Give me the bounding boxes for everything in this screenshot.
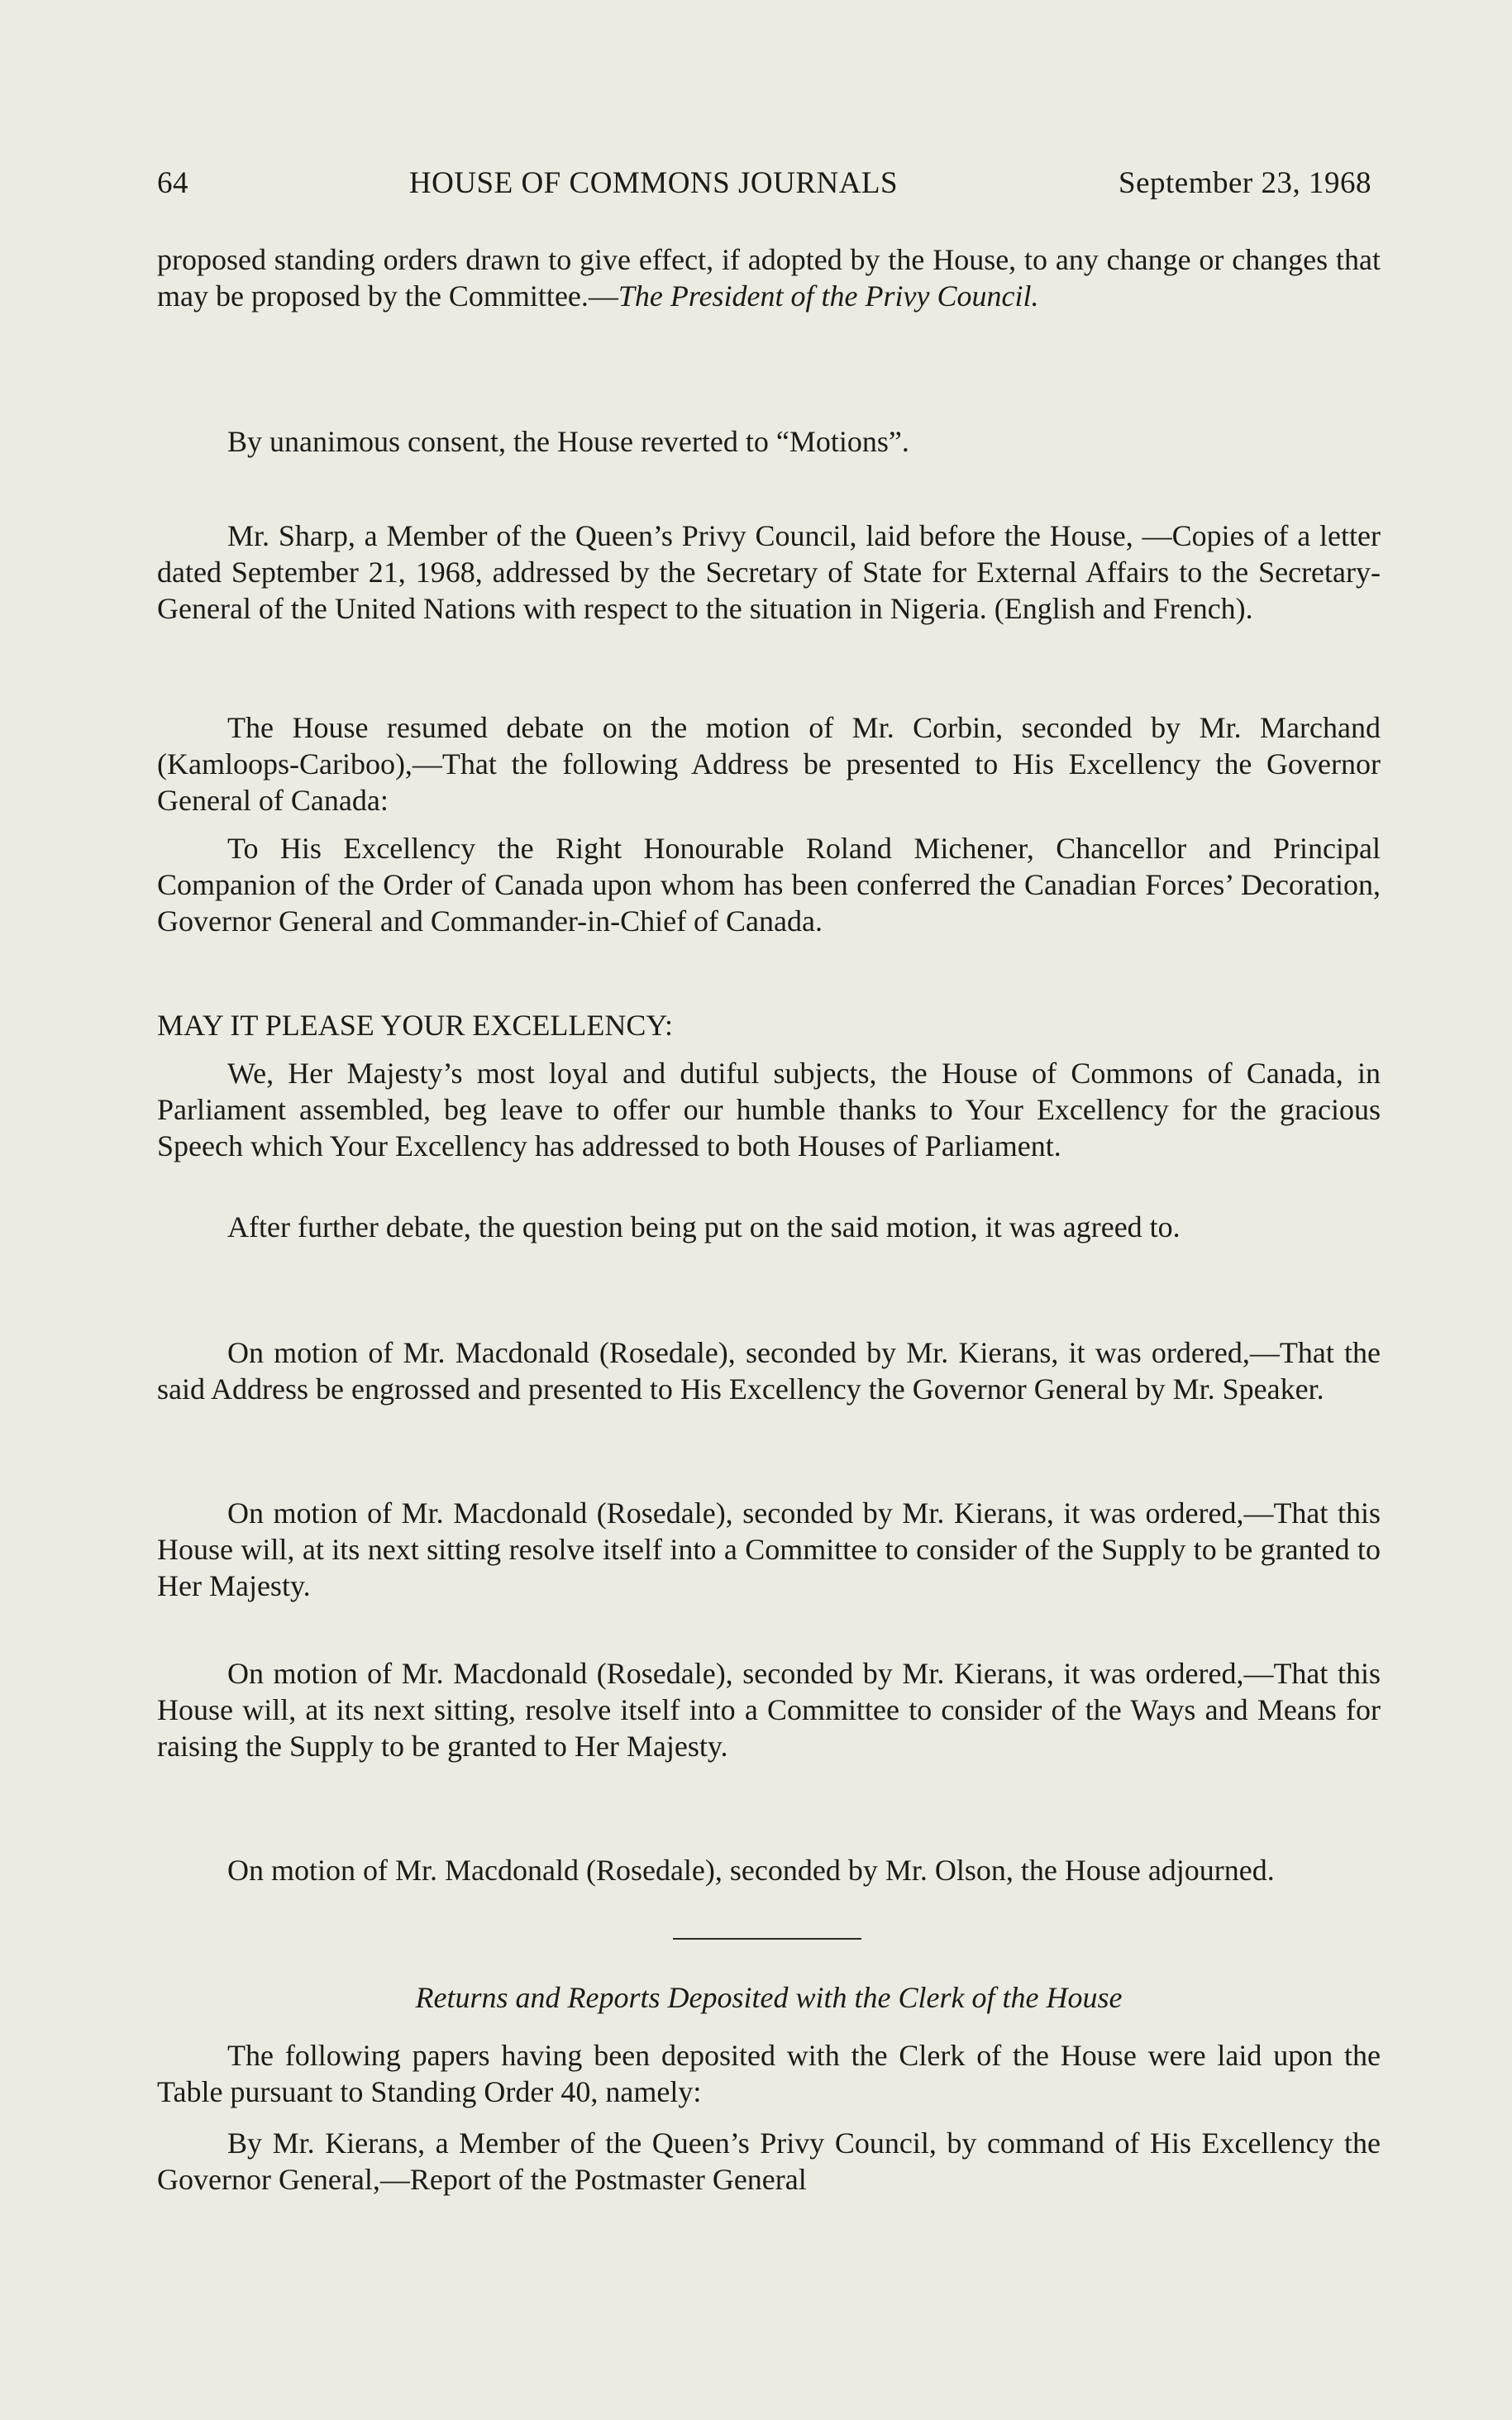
paragraph-papers-deposited: The following papers having been deposited with the Clerk of the House were laid upon the Table pursuant to Standing Order 40, namely:	[157, 2039, 1381, 2108]
running-title: HOUSE OF COMMONS JOURNALS	[408, 166, 899, 200]
attribution: The President of the Privy Council.	[618, 279, 1039, 313]
paragraph-continuation	[157, 241, 1381, 314]
paragraph-text: proposed standing orders drawn to give effect, if adopted by the House, to any change or changes that may be proposed by the Committee.—	[157, 243, 1381, 313]
paragraph-reverted-motions: By unanimous consent, the House reverted to “Motions”.	[227, 425, 909, 458]
paragraph-motion-supply: On motion of Mr. Macdonald (Rosedale), seconded by Mr. Kierans, it was ordered,—That this House will, at its next sitting resolve itself into a Committee to consider of the Supply to be granted to Her Majesty.	[157, 1496, 1381, 1602]
page-number: 64	[157, 166, 188, 200]
section-heading: Returns and Reports Deposited with the Clerk of the House	[415, 1981, 1123, 2014]
paragraph-motion-engrossed: On motion of Mr. Macdonald (Rosedale), seconded by Mr. Kierans, it was ordered,—That the said Address be engrossed and presented to His Excellency the Governor General by Mr. Speaker.	[157, 1336, 1381, 1406]
section-divider	[673, 1938, 861, 1940]
page-header	[157, 165, 1371, 201]
address-heading: MAY IT PLEASE YOUR EXCELLENCY:	[157, 1009, 674, 1042]
paragraph-debate-resumed: The House resumed debate on the motion of Mr. Corbin, seconded by Mr. Marchand (Kamloops-Cariboo),—That the following Address be presented to His Excellency the Governor General of Canada:	[157, 711, 1381, 817]
paragraph-motion-ways-means: On motion of Mr. Macdonald (Rosedale), seconded by Mr. Kierans, it was ordered,—That this House will, at its next sitting, resolve itself into a Committee to consider of the Ways and Means for raising the Supply to be granted to Her Majesty.	[157, 1657, 1381, 1763]
paragraph-address-salutation: To His Excellency the Right Honourable Roland Michener, Chancellor and Principal Companion of the Order of Canada upon whom has been conferred the Canadian Forces’ Decoration, Governor General and Commander-in-Chief of Canada.	[157, 832, 1381, 938]
paragraph-kierans-report: By Mr. Kierans, a Member of the Queen’s Privy Council, by command of His Excellency the Governor General,—Report of the Postmaster General	[157, 2126, 1381, 2196]
paragraph-motion-agreed: After further debate, the question being put on the said motion, it was agreed to.	[227, 1210, 1181, 1243]
paragraph-adjourned: On motion of Mr. Macdonald (Rosedale), seconded by Mr. Olson, the House adjourned.	[227, 1854, 1275, 1887]
paragraph-address-body: We, Her Majesty’s most loyal and dutiful subjects, the House of Commons of Canada, in Parliament assembled, beg leave to offer our humble thanks to Your Excellency for the gracious Speech which Your Excellency has addressed to both Houses of Parliament.	[157, 1057, 1381, 1162]
header-date: September 23, 1968	[1118, 166, 1371, 200]
paragraph-sharp-letter: Mr. Sharp, a Member of the Queen’s Privy Council, laid before the House, —Copies of a letter dated September 21, 1968, addressed by the Secretary of State for External Affairs to the Secretary-General of the United Nations with respect to the situation in Nigeria. (English and French).	[157, 519, 1381, 625]
